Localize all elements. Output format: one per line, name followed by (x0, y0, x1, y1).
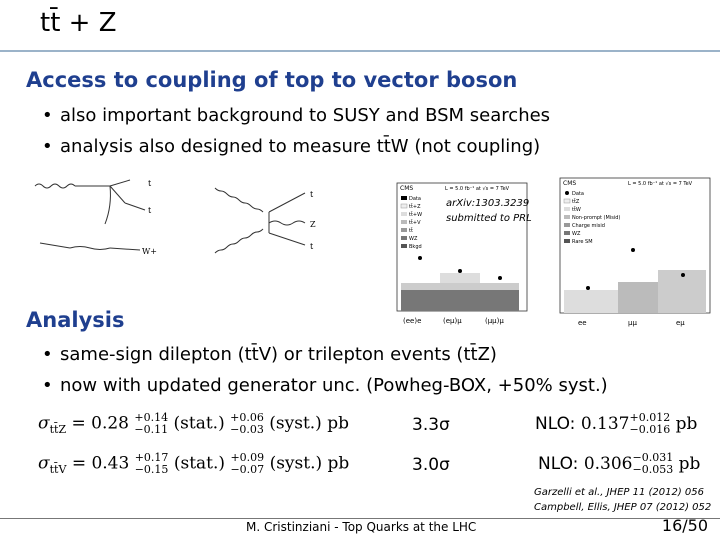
legend-label: Rare SM (572, 239, 593, 245)
stat-uncertainty (134, 412, 168, 436)
data-point (458, 269, 462, 273)
label-t2: t (148, 206, 152, 215)
nlo-uncertainty (632, 452, 673, 476)
legend-swatch (401, 204, 407, 208)
legend-swatch (401, 212, 407, 216)
syst-uncertainty (230, 412, 264, 436)
footer-text: M. Cristinziani - Top Quarks at the LHC (246, 520, 477, 534)
label-w: W+ (142, 247, 157, 256)
stat-up: +0.14 (134, 411, 169, 424)
label-z: Z (310, 220, 316, 229)
syst-up: +0.09 (230, 451, 265, 464)
plot-header: CMS (563, 180, 577, 187)
syst-down: −0.03 (230, 423, 264, 436)
xsec-ttz-equation (38, 412, 349, 436)
category-label: ee (578, 319, 587, 327)
nlo-unit: pb (678, 454, 701, 474)
section-heading-coupling: Access to coupling of top to vector boson (26, 68, 518, 92)
nlo-up: −0.031 (632, 451, 674, 464)
bullet-dot: • (42, 105, 53, 126)
legend-label: tt̄Z (572, 199, 580, 205)
legend-label: Non-prompt (Misid) (572, 215, 621, 221)
category-label: μμ (628, 319, 637, 327)
syst-uncertainty (230, 452, 264, 476)
label-t1: t (148, 179, 152, 188)
arxiv-id: arXiv:1303.3239 (446, 198, 530, 209)
nlo-unit: pb (675, 414, 698, 434)
bullet-dot: • (42, 375, 53, 396)
bullet-item (42, 344, 497, 365)
legend-label: WZ (409, 236, 418, 242)
label-t: t (310, 190, 314, 199)
bullet-text: also important background to SUSY and BSM searches (60, 105, 551, 126)
data-point (681, 273, 685, 277)
page-number: 16/50 (661, 516, 708, 535)
stat-uncertainty (135, 452, 169, 476)
data-point (586, 286, 590, 290)
nlo-down: −0.053 (632, 463, 674, 476)
bullet-dot: • (42, 136, 53, 157)
legend-swatch (564, 215, 570, 219)
bullet-dot: • (42, 344, 53, 365)
legend-swatch (401, 228, 407, 232)
submission-status: submitted to PRL (446, 213, 532, 224)
nlo-label: NLO: (538, 454, 579, 474)
xsec-value: = 0.28 (71, 413, 129, 434)
nlo-ttz (535, 412, 697, 436)
legend-label: tt̄+V (409, 220, 421, 226)
sigma-symbol: σ (38, 453, 50, 474)
bullet-text: same-sign dilepton (tt̄V) or trilepton events (tt̄Z) (60, 344, 497, 365)
footer-divider (0, 518, 720, 519)
legend-label: Charge misid (572, 223, 605, 229)
nlo-label: NLO: (535, 414, 576, 434)
stat-label: (stat.) (173, 413, 225, 434)
legend-label: tt̄+W (409, 212, 423, 218)
data-point (498, 276, 502, 280)
syst-down: −0.07 (230, 463, 265, 476)
legend-label: tt̄ (409, 228, 413, 234)
legend-swatch (564, 207, 570, 211)
nlo-up: +0.012 (629, 411, 671, 424)
syst-label: (syst.) pb (269, 413, 349, 434)
feynman-diagram-2 (210, 183, 350, 263)
stat-down: −0.15 (134, 463, 169, 476)
data-point (418, 256, 422, 260)
nlo-value: 0.306 (583, 454, 633, 474)
nlo-down: −0.016 (629, 423, 671, 436)
label-tbar: t (310, 242, 314, 251)
legend-label: WZ (572, 231, 581, 237)
data-point (631, 248, 635, 252)
legend-swatch (401, 244, 407, 248)
bkg-stack-2 (618, 282, 658, 313)
title-divider (0, 50, 720, 52)
xsec-value: = 0.43 (71, 453, 130, 474)
legend-swatch (564, 239, 570, 243)
legend-swatch (564, 199, 570, 203)
cms-plot-dilepton (548, 170, 713, 330)
reference-item: Campbell, Ellis, JHEP 07 (2012) 052 (534, 502, 712, 513)
bullet-item (42, 375, 608, 396)
process-subscript: tt̄V (49, 462, 67, 476)
syst-up: +0.06 (230, 411, 264, 424)
feynman-diagram-1 (30, 178, 170, 258)
bkg-stack-2 (401, 290, 519, 311)
arxiv-note (446, 196, 532, 226)
legend-swatch (565, 191, 569, 195)
slide-title: tt̄ + Z (40, 8, 117, 38)
syst-label: (syst.) pb (269, 453, 350, 474)
nlo-ttv (538, 452, 700, 476)
significance-ttv: 3.0σ (412, 455, 450, 475)
bullet-text: now with updated generator unc. (Powheg-BOX, +50% syst.) (60, 375, 608, 396)
category-label: (μμ)μ (485, 317, 504, 325)
bullet-item (42, 136, 540, 157)
sigma-symbol: σ (38, 413, 50, 434)
significance-ttz: 3.3σ (412, 415, 450, 435)
legend-swatch (564, 231, 570, 235)
nlo-value: 0.137 (580, 414, 630, 434)
reference-item: Garzelli et al., JHEP 11 (2012) 056 (534, 487, 705, 498)
legend-swatch (401, 220, 407, 224)
legend-label: tt̄+Z (409, 204, 421, 210)
xsec-ttv-equation (38, 452, 349, 476)
process-subscript: tt̄Z (49, 422, 67, 436)
legend-swatch (401, 236, 407, 240)
legend-label: tt̄W (572, 207, 581, 213)
signal-stack (440, 273, 480, 283)
plot-lumi: L = 5.0 fb⁻¹ at √s = 7 TeV (445, 186, 510, 192)
section-heading-analysis: Analysis (26, 308, 125, 332)
category-label: (ee)e (403, 317, 422, 325)
legend-label: Data (572, 191, 584, 197)
stat-down: −0.11 (134, 423, 169, 436)
category-label: eμ (676, 319, 685, 327)
plot-lumi: L = 5.0 fb⁻¹ at √s = 7 TeV (628, 181, 693, 187)
legend-label: Data (409, 196, 421, 202)
category-label: (eμ)μ (443, 317, 462, 325)
stat-label: (stat.) (173, 453, 226, 474)
references (534, 485, 711, 515)
legend-swatch (564, 223, 570, 227)
bullet-item (42, 105, 550, 126)
plot-header: CMS (400, 185, 414, 192)
bullet-text: analysis also designed to measure tt̄W (not coupling) (60, 136, 541, 157)
legend-swatch (401, 196, 407, 200)
nlo-uncertainty (629, 412, 670, 436)
legend-label: Bkgd (409, 244, 422, 250)
stat-up: +0.17 (134, 451, 169, 464)
